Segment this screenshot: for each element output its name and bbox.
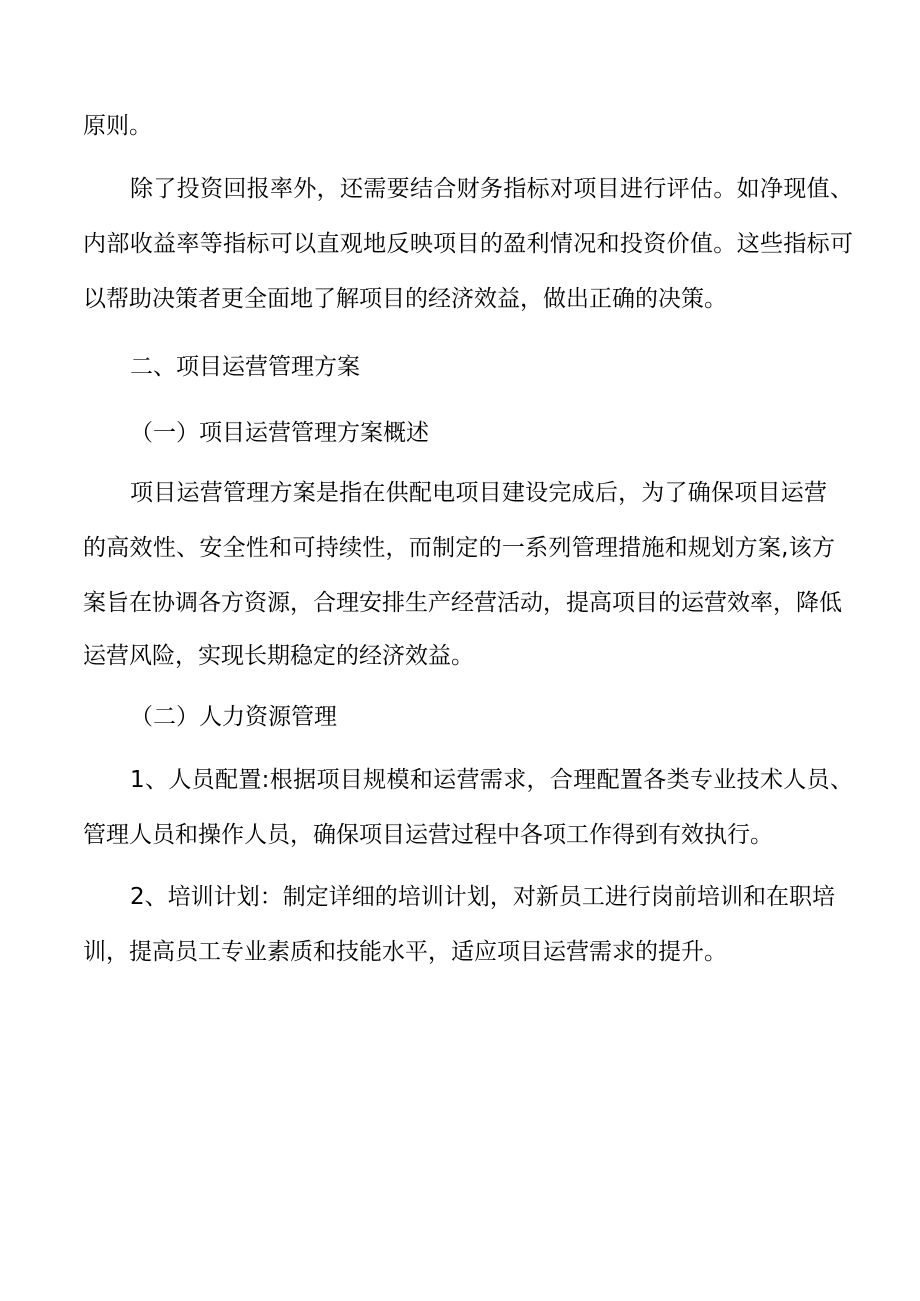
paragraph-line: 原则。 bbox=[83, 113, 152, 139]
paragraph-line: 项目运营管理方案是指在供配电项目建设完成后，为了确保项目运营 bbox=[130, 480, 827, 506]
paragraph-line: 1、人员配置:根据项目规模和运营需求，合理配置各类专业技术人员、 bbox=[130, 767, 853, 793]
subsection-heading: （一）项目运营管理方案概述 bbox=[130, 420, 429, 446]
paragraph-line: 训，提高员工专业素质和技能水平，适应项目运营需求的提升。 bbox=[83, 939, 727, 965]
paragraph-line: 2、培训计划：制定详细的培训计划，对新员工进行岗前培训和在职培 bbox=[130, 884, 835, 910]
paragraph-line: 内部收益率等指标可以直观地反映项目的盈利情况和投资价值。这些指标可 bbox=[83, 231, 853, 257]
paragraph-line: 案旨在协调各方资源，合理安排生产经营活动，提高项目的运营效率，降低 bbox=[83, 590, 842, 616]
paragraph-line: 运营风险，实现长期稳定的经济效益。 bbox=[83, 643, 474, 669]
paragraph-line: 以帮助决策者更全面地了解项目的经济效益，做出正确的决策。 bbox=[83, 286, 727, 312]
paragraph-line: 的高效性、安全性和可持续性，而制定的一系列管理措施和规划方案,该方 bbox=[83, 535, 835, 561]
paragraph-line: 管理人员和操作人员，确保项目运营过程中各项工作得到有效执行。 bbox=[83, 822, 773, 848]
section-heading: 二、项目运营管理方案 bbox=[130, 354, 360, 380]
paragraph-line: 除了投资回报率外，还需要结合财务指标对项目进行评估。如净现值、 bbox=[130, 176, 853, 202]
subsection-heading: （二）人力资源管理 bbox=[130, 704, 337, 730]
